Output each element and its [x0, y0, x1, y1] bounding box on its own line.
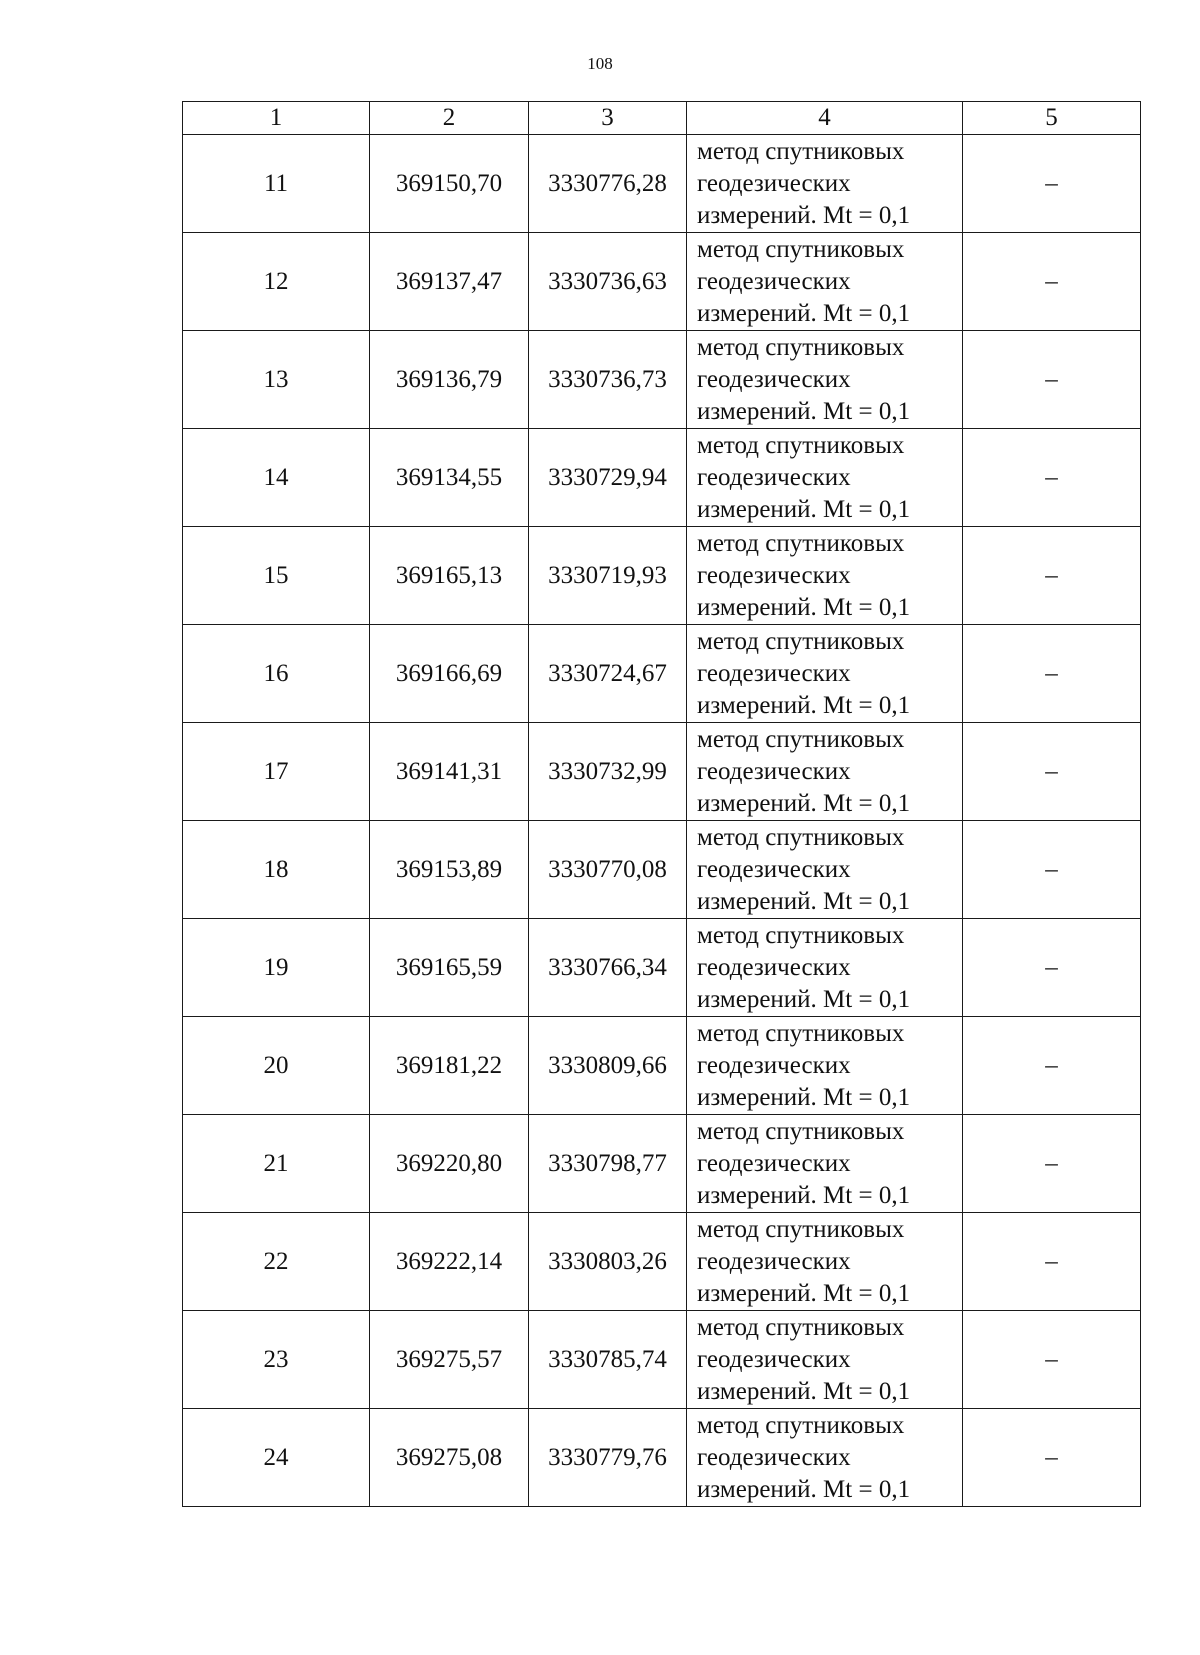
coordinates-table — [182, 101, 1141, 1507]
note-cell: – — [963, 1115, 1141, 1213]
method-line: метод спутниковых — [697, 1411, 905, 1439]
y-coordinate-cell: 3330766,34 — [529, 919, 687, 1017]
table-row — [183, 1213, 1141, 1311]
table-row — [183, 723, 1141, 821]
x-coordinate-cell: 369275,57 — [370, 1311, 529, 1409]
method-line: метод спутниковых — [697, 235, 905, 263]
point-number-cell: 20 — [183, 1017, 370, 1115]
method-cell — [687, 821, 963, 919]
method-cell — [687, 527, 963, 625]
table-row — [183, 233, 1141, 331]
table-row — [183, 1311, 1141, 1409]
y-coordinate-cell: 3330736,73 — [529, 331, 687, 429]
method-line: метод спутниковых — [697, 725, 905, 753]
header-cell: 1 — [183, 102, 370, 135]
method-cell — [687, 1213, 963, 1311]
method-line: геодезических — [697, 855, 851, 883]
note-cell: – — [963, 1409, 1141, 1507]
y-coordinate-cell: 3330809,66 — [529, 1017, 687, 1115]
note-cell: – — [963, 527, 1141, 625]
note-cell: – — [963, 625, 1141, 723]
header-cell: 4 — [687, 102, 963, 135]
header-row — [183, 102, 1141, 135]
method-line: измерений. Mt = 0,1 — [697, 985, 911, 1013]
method-line: метод спутниковых — [697, 529, 905, 557]
method-line: геодезических — [697, 1247, 851, 1275]
table-row — [183, 429, 1141, 527]
method-line: метод спутниковых — [697, 137, 905, 165]
y-coordinate-cell: 3330770,08 — [529, 821, 687, 919]
table-row — [183, 1409, 1141, 1507]
method-line: метод спутниковых — [697, 1117, 905, 1145]
method-line: измерений. Mt = 0,1 — [697, 201, 911, 229]
method-cell — [687, 331, 963, 429]
y-coordinate-cell: 3330719,93 — [529, 527, 687, 625]
method-line: геодезических — [697, 561, 851, 589]
point-number-cell: 14 — [183, 429, 370, 527]
table-row — [183, 821, 1141, 919]
method-line: геодезических — [697, 365, 851, 393]
method-line: геодезических — [697, 1051, 851, 1079]
method-line: метод спутниковых — [697, 823, 905, 851]
page-number: 108 — [587, 54, 613, 73]
x-coordinate-cell: 369222,14 — [370, 1213, 529, 1311]
method-line: геодезических — [697, 659, 851, 687]
note-cell: – — [963, 429, 1141, 527]
y-coordinate-cell: 3330736,63 — [529, 233, 687, 331]
x-coordinate-cell: 369166,69 — [370, 625, 529, 723]
x-coordinate-cell: 369275,08 — [370, 1409, 529, 1507]
point-number-cell: 13 — [183, 331, 370, 429]
method-line: геодезических — [697, 1345, 851, 1373]
method-line: геодезических — [697, 1149, 851, 1177]
point-number-cell: 19 — [183, 919, 370, 1017]
method-line: геодезических — [697, 1443, 851, 1471]
table-body — [183, 135, 1141, 1507]
header-cell: 2 — [370, 102, 529, 135]
method-line: измерений. Mt = 0,1 — [697, 495, 911, 523]
x-coordinate-cell: 369141,31 — [370, 723, 529, 821]
table-row — [183, 1017, 1141, 1115]
method-cell — [687, 1409, 963, 1507]
method-line: измерений. Mt = 0,1 — [697, 1181, 911, 1209]
x-coordinate-cell: 369150,70 — [370, 135, 529, 233]
x-coordinate-cell: 369134,55 — [370, 429, 529, 527]
method-line: измерений. Mt = 0,1 — [697, 397, 911, 425]
note-cell: – — [963, 1311, 1141, 1409]
table-row — [183, 331, 1141, 429]
point-number-cell: 23 — [183, 1311, 370, 1409]
method-line: геодезических — [697, 757, 851, 785]
x-coordinate-cell: 369165,13 — [370, 527, 529, 625]
point-number-cell: 22 — [183, 1213, 370, 1311]
x-coordinate-cell: 369153,89 — [370, 821, 529, 919]
x-coordinate-cell: 369181,22 — [370, 1017, 529, 1115]
header-cell: 3 — [529, 102, 687, 135]
note-cell: – — [963, 135, 1141, 233]
y-coordinate-cell: 3330798,77 — [529, 1115, 687, 1213]
method-line: измерений. Mt = 0,1 — [697, 1475, 911, 1503]
method-cell — [687, 625, 963, 723]
y-coordinate-cell: 3330779,76 — [529, 1409, 687, 1507]
method-line: измерений. Mt = 0,1 — [697, 299, 911, 327]
method-line: метод спутниковых — [697, 921, 905, 949]
y-coordinate-cell: 3330724,67 — [529, 625, 687, 723]
method-line: геодезических — [697, 169, 851, 197]
table-row — [183, 625, 1141, 723]
method-cell — [687, 723, 963, 821]
method-line: метод спутниковых — [697, 1019, 905, 1047]
x-coordinate-cell: 369137,47 — [370, 233, 529, 331]
method-cell — [687, 919, 963, 1017]
x-coordinate-cell: 369220,80 — [370, 1115, 529, 1213]
y-coordinate-cell: 3330729,94 — [529, 429, 687, 527]
y-coordinate-cell: 3330776,28 — [529, 135, 687, 233]
note-cell: – — [963, 233, 1141, 331]
method-line: измерений. Mt = 0,1 — [697, 691, 911, 719]
y-coordinate-cell: 3330785,74 — [529, 1311, 687, 1409]
method-cell — [687, 233, 963, 331]
method-line: измерений. Mt = 0,1 — [697, 1083, 911, 1111]
y-coordinate-cell: 3330732,99 — [529, 723, 687, 821]
point-number-cell: 18 — [183, 821, 370, 919]
method-line: измерений. Mt = 0,1 — [697, 887, 911, 915]
note-cell: – — [963, 1017, 1141, 1115]
method-cell — [687, 429, 963, 527]
point-number-cell: 16 — [183, 625, 370, 723]
point-number-cell: 11 — [183, 135, 370, 233]
method-cell — [687, 1115, 963, 1213]
method-line: метод спутниковых — [697, 627, 905, 655]
method-line: измерений. Mt = 0,1 — [697, 789, 911, 817]
note-cell: – — [963, 919, 1141, 1017]
method-line: измерений. Mt = 0,1 — [697, 1377, 911, 1405]
method-line: геодезических — [697, 267, 851, 295]
table-row — [183, 919, 1141, 1017]
table-row — [183, 1115, 1141, 1213]
point-number-cell: 17 — [183, 723, 370, 821]
note-cell: – — [963, 723, 1141, 821]
header-cell: 5 — [963, 102, 1141, 135]
x-coordinate-cell: 369136,79 — [370, 331, 529, 429]
point-number-cell: 15 — [183, 527, 370, 625]
method-line: геодезических — [697, 463, 851, 491]
table-row — [183, 527, 1141, 625]
method-line: геодезических — [697, 953, 851, 981]
method-cell — [687, 135, 963, 233]
x-coordinate-cell: 369165,59 — [370, 919, 529, 1017]
method-line: метод спутниковых — [697, 1313, 905, 1341]
method-line: измерений. Mt = 0,1 — [697, 1279, 911, 1307]
note-cell: – — [963, 1213, 1141, 1311]
point-number-cell: 12 — [183, 233, 370, 331]
point-number-cell: 21 — [183, 1115, 370, 1213]
method-line: метод спутниковых — [697, 333, 905, 361]
y-coordinate-cell: 3330803,26 — [529, 1213, 687, 1311]
note-cell: – — [963, 331, 1141, 429]
method-line: метод спутниковых — [697, 1215, 905, 1243]
table-row — [183, 135, 1141, 233]
method-cell — [687, 1311, 963, 1409]
method-line: измерений. Mt = 0,1 — [697, 593, 911, 621]
note-cell: – — [963, 821, 1141, 919]
method-line: метод спутниковых — [697, 431, 905, 459]
point-number-cell: 24 — [183, 1409, 370, 1507]
method-cell — [687, 1017, 963, 1115]
